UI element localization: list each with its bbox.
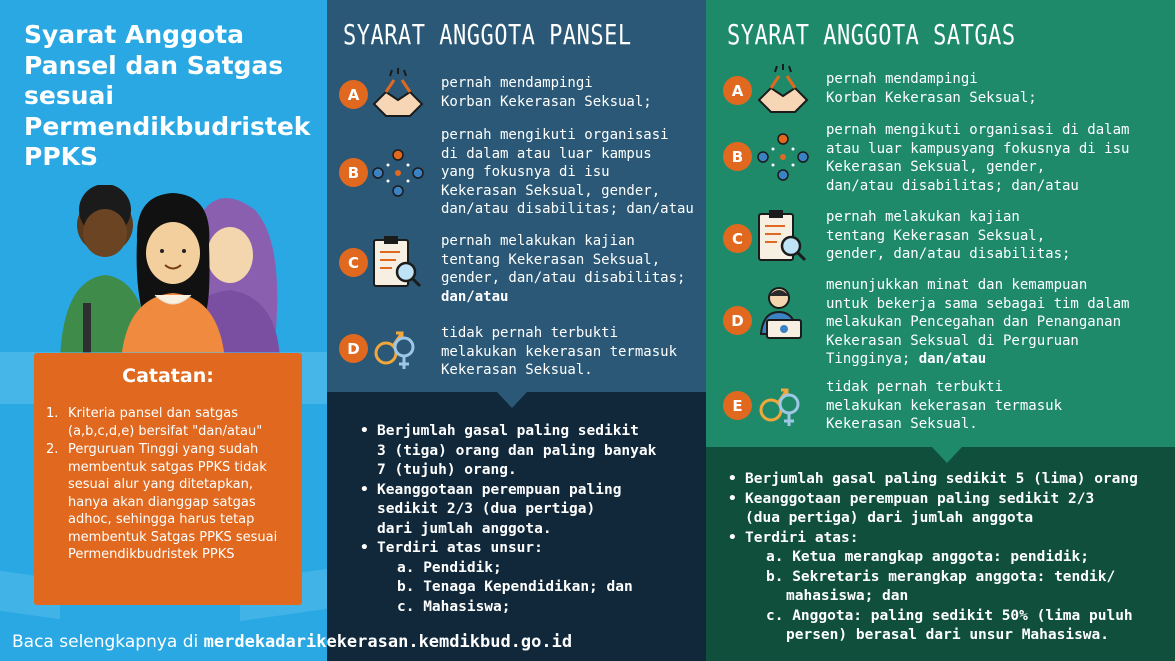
title-line: PPKS	[24, 142, 99, 171]
criterion-bold: dan/atau	[918, 351, 987, 367]
note-item	[46, 405, 296, 440]
satgas-criterion-d	[826, 276, 1129, 369]
criterion-line: di dalam atau luar kampus	[441, 145, 652, 162]
criterion-line: gender, dan/atau disabilitas;	[441, 270, 686, 286]
criterion-line: Kekerasan Seksual.	[826, 416, 978, 432]
clipboard-search-icon	[755, 208, 807, 264]
element-item	[728, 607, 1168, 646]
satgas-criterion-e	[826, 378, 1062, 434]
criterion-line: pernah mengikuti organisasi di dalam	[826, 122, 1130, 138]
criterion-bold: dan/atau	[441, 288, 509, 305]
note-text: Perguruan Tinggi yang sudah membentuk satgas PPKS tidak sesuai alur yang ditetapkan, hanya akan dianggap satgas adhoc, sehingga harus tetap membentuk Satgas PPKS sesuai Permendikbudristek PPKS	[68, 442, 278, 562]
requirement-item: • Keanggotaan perempuan paling sedikit 2/3 (dua pertiga) dari jumlah anggota	[728, 490, 1168, 529]
requirement-line: Keanggotaan perempuan paling sedikit 2/3	[745, 490, 1095, 507]
handshake-icon	[755, 62, 811, 118]
criterion-line: melakukan kekerasan termasuk	[826, 397, 1063, 414]
notes-title: Catatan:	[122, 365, 214, 387]
criterion-line: dan/atau disabilitas; dan/atau	[826, 177, 1079, 194]
criterion-line: dan/atau disabilitas; dan/atau	[441, 201, 694, 217]
badge-a: A	[723, 76, 752, 105]
footer-url[interactable]: merdekadarikekerasan.kemdikbud.go.id	[203, 632, 573, 652]
title-line: Pansel dan Satgas	[24, 50, 284, 80]
criterion-line: yang fokusnya di isu	[441, 164, 610, 180]
requirement-line: Terdiri atas unsur:	[377, 540, 543, 556]
criterion-line: melakukan kekerasan termasuk	[441, 343, 678, 360]
note-item	[46, 441, 296, 564]
requirement-line: 7 (tujuh) orang.	[377, 462, 517, 478]
satgas-heading: SYARAT ANGGOTA SATGAS	[727, 20, 1016, 52]
badge-a: A	[339, 80, 368, 109]
criterion-line: Korban Kekerasan Seksual;	[441, 93, 652, 110]
badge-d: D	[339, 334, 368, 363]
badge-b: B	[723, 142, 752, 171]
notes-box	[34, 353, 302, 605]
page-title	[24, 20, 319, 173]
element-item: c. Mahasiswa;	[397, 598, 511, 615]
requirement-item: • Keanggotaan perempuan paling sedikit 2/3 (dua pertiga) dari jumlah anggota.	[360, 481, 700, 540]
criterion-line: atau luar kampusyang fokusnya di isu	[826, 140, 1130, 157]
element-item: a. Pendidik;	[397, 559, 502, 576]
requirement-item: • Berjumlah gasal paling sedikit 3 (tiga) orang dan paling banyak 7 (tujuh) orang.	[360, 422, 700, 481]
pointer-arrow	[497, 392, 527, 408]
note-text: Kriteria pansel dan satgas (a,b,c,d,e) bersifat "dan/atau"	[68, 406, 263, 439]
criterion-line: gender, dan/atau disabilitas;	[826, 246, 1071, 262]
criterion-line	[826, 350, 1129, 369]
criterion-line: pernah melakukan kajian	[441, 233, 635, 249]
requirement-item: • Terdiri atas:	[728, 529, 1168, 549]
note-number: 1.	[46, 406, 59, 421]
requirement-line: Keanggotaan perempuan paling	[377, 481, 622, 498]
element-item	[728, 568, 1168, 607]
clipboard-search-icon	[370, 234, 422, 290]
element-line: persen) berasal dari unsur Mahasiswa.	[786, 627, 1110, 643]
requirement-line: Berjumlah gasal paling sedikit 5 (lima) orang	[745, 471, 1138, 487]
network-people-icon	[755, 129, 811, 185]
requirement-item: • Berjumlah gasal paling sedikit 5 (lima) orang	[728, 470, 1168, 490]
pansel-criterion-b	[441, 126, 694, 219]
title-line: sesuai	[24, 81, 114, 110]
badge-b: B	[339, 158, 368, 187]
criterion-line: Kekerasan Seksual.	[441, 362, 593, 378]
footer	[12, 632, 572, 652]
satgas-criterion-c	[826, 208, 1070, 264]
notes-list	[46, 405, 296, 565]
criterion-line: Kekerasan Seksual, gender,	[441, 182, 661, 199]
requirement-line: sedikit 2/3 (dua pertiga)	[377, 501, 596, 517]
criterion-line: Kekerasan Seksual di Perguruan	[826, 332, 1079, 349]
satgas-criterion-b	[826, 121, 1129, 195]
pansel-criterion-d	[441, 324, 677, 380]
element-item: a. Ketua merangkap anggota: pendidik;	[766, 549, 1090, 565]
criterion-line: pernah mendampingi	[441, 75, 593, 91]
badge-d: D	[723, 306, 752, 335]
satgas-requirements-list	[728, 470, 1168, 646]
note-number: 2.	[46, 442, 59, 457]
criterion-text: Tingginya;	[826, 351, 911, 367]
pointer-arrow	[932, 447, 962, 463]
requirement-line: Terdiri atas:	[745, 529, 859, 546]
title-line: Syarat Anggota	[24, 20, 244, 49]
criterion-line: pernah mendampingi	[826, 71, 978, 87]
criterion-line: tidak pernah terbukti	[826, 379, 1004, 395]
criterion-line: tidak pernah terbukti	[441, 325, 619, 341]
gender-symbols-icon	[372, 323, 418, 373]
badge-e: E	[723, 391, 752, 420]
pansel-heading: SYARAT ANGGOTA PANSEL	[343, 20, 632, 52]
badge-c: C	[339, 248, 368, 277]
pansel-criterion-a	[441, 74, 652, 111]
footer-prefix: Baca selengkapnya di	[12, 632, 204, 652]
criterion-line: Kekerasan Seksual, gender,	[826, 159, 1046, 175]
criterion-line: tentang Kekerasan Seksual,	[826, 227, 1046, 244]
requirement-line: Berjumlah gasal paling sedikit	[377, 423, 639, 439]
title-line: Permendikbudristek	[24, 111, 311, 141]
criterion-line: pernah mengikuti organisasi	[441, 127, 669, 143]
badge-c: C	[723, 224, 752, 253]
criterion-line: pernah melakukan kajian	[826, 209, 1020, 225]
element-line: c. Anggota: paling sedikit 50% (lima puluh	[766, 607, 1133, 624]
requirement-line: (dua pertiga) dari jumlah anggota	[745, 510, 1034, 526]
element-line: b. Sekretaris merangkap anggota: tendik/	[766, 568, 1116, 585]
requirement-line: dari jumlah anggota.	[377, 520, 552, 537]
element-item: b. Tenaga Kependidikan; dan	[397, 579, 633, 595]
element-line: mahasiswa; dan	[786, 588, 909, 604]
left-panel	[0, 0, 327, 661]
network-people-icon	[370, 145, 426, 201]
gender-symbols-icon	[757, 380, 803, 430]
person-laptop-icon	[757, 284, 807, 340]
pansel-criterion-c	[441, 232, 685, 306]
people-illustration	[55, 185, 285, 360]
pansel-requirements-list	[360, 422, 700, 617]
requirement-line: 3 (tiga) orang dan paling banyak	[377, 442, 657, 459]
criterion-line: Korban Kekerasan Seksual;	[826, 89, 1037, 106]
satgas-criterion-a	[826, 70, 1037, 107]
requirement-item: • Terdiri atas unsur:	[360, 539, 700, 559]
criterion-line: tentang Kekerasan Seksual,	[441, 251, 661, 268]
handshake-icon	[370, 66, 426, 122]
criterion-line: untuk bekerja sama sebagai tim dalam	[826, 295, 1130, 312]
criterion-line: melakukan Pencegahan dan Penanganan	[826, 314, 1122, 330]
criterion-line: menunjukkan minat dan kemampuan	[826, 277, 1088, 293]
